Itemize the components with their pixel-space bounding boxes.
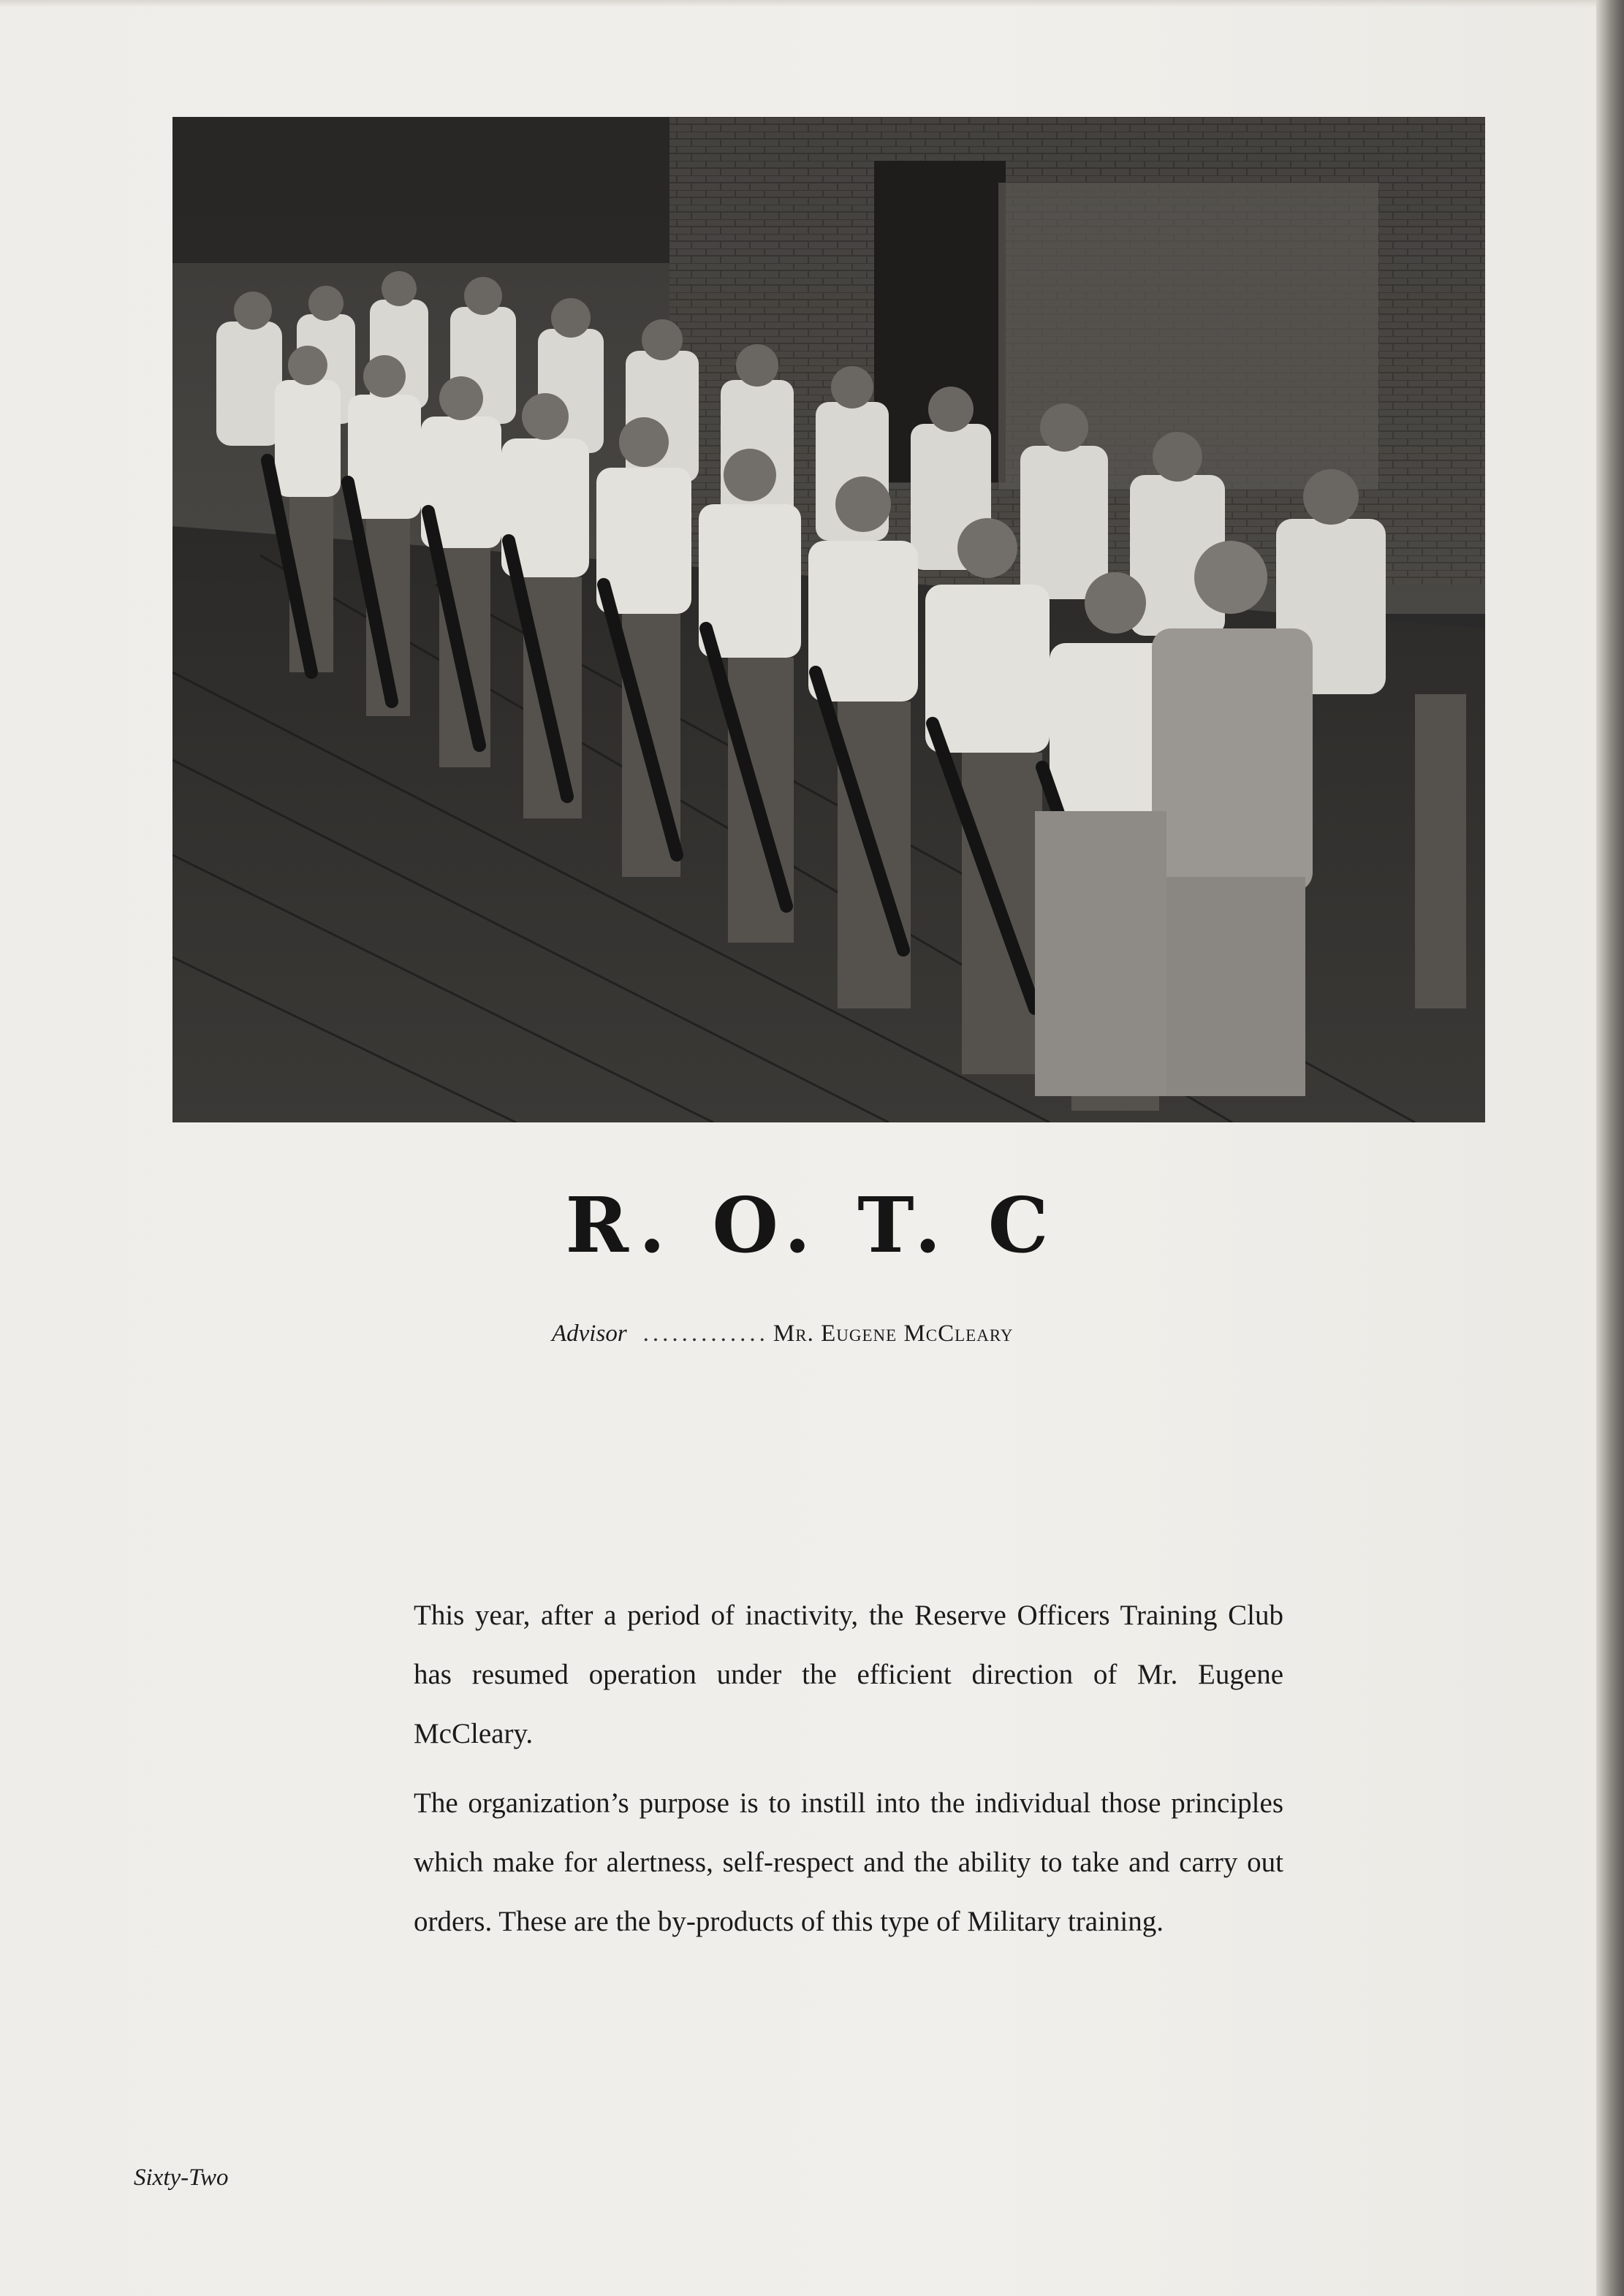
paragraph-2: The organization’s purpose is to instill into the individual those principles which make for alertness, self-respect and the ability to take and carry out orders. These are the by-products of this type of Military training. xyxy=(414,1787,1283,1937)
page-top-shadow xyxy=(0,0,1624,7)
article-body xyxy=(414,1586,1283,1951)
page-number: Sixty-Two xyxy=(134,2164,229,2191)
advisor-label: Advisor xyxy=(552,1320,627,1347)
advisor-leader-dots: ............. xyxy=(642,1320,769,1347)
advisor-line xyxy=(552,1320,1210,1347)
group-photo xyxy=(172,117,1485,1122)
advisor-name: Mr. Eugene McCleary xyxy=(773,1320,1014,1347)
paragraph-1: This year, after a period of inactivity, the Reserve Officers Training Club has resumed operation under the efficient direction of Mr. Eugene McCleary. xyxy=(414,1600,1283,1749)
page-title: R. O. T. C xyxy=(565,1180,1059,1270)
group-photo-illustration xyxy=(172,117,1485,1122)
page-binding-edge xyxy=(1596,0,1624,2296)
